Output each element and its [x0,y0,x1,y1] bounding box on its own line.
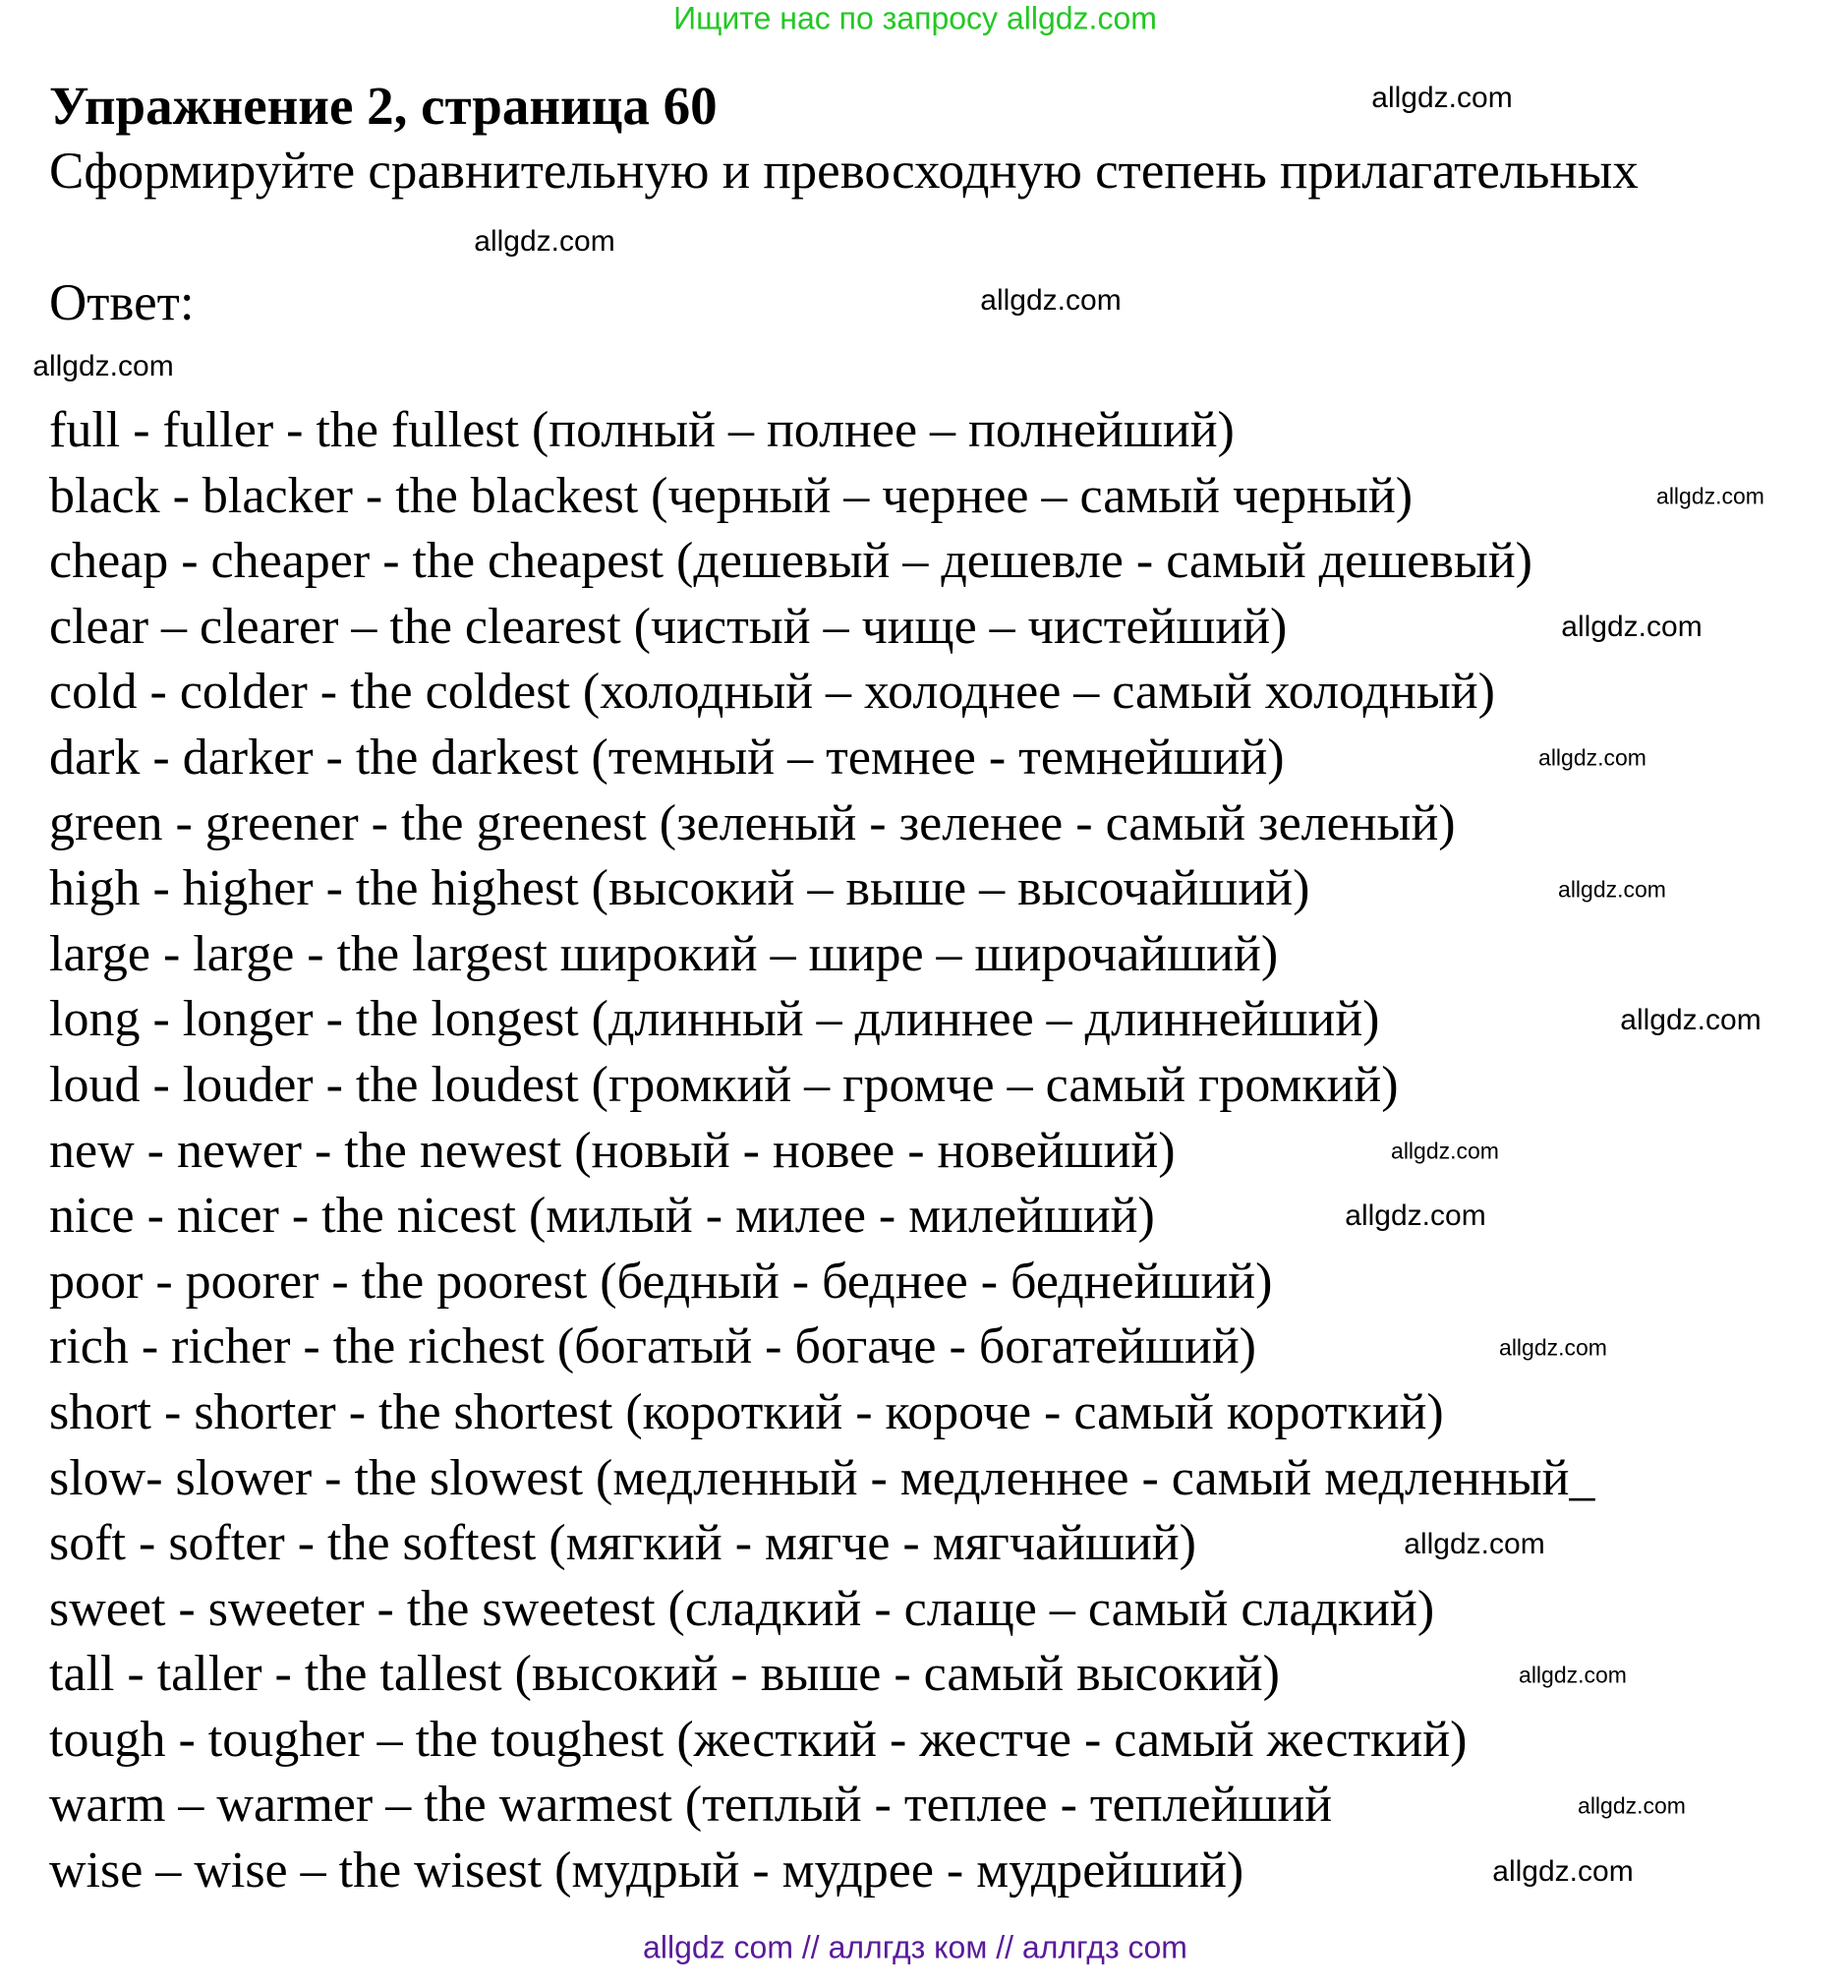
watermark: allgdz.com [1519,1662,1627,1688]
answer-line: cheap - cheaper - the cheapest (дешевый – дешевле - самый дешевый) [49,533,1532,590]
answer-line: clear – clearer – the clearest (чистый – чище – чистейший) [49,598,1288,655]
watermark: allgdz.com [1620,1004,1761,1036]
answer-label: Ответ: [49,274,195,331]
answer-line: soft - softer - the softest (мягкий - мягче - мягчайший) [49,1515,1196,1572]
watermark: allgdz.com [1492,1855,1634,1888]
task-text: Сформируйте сравнительную и превосходную степень прилагательных [49,143,1639,200]
watermark: allgdz.com [1391,1138,1499,1164]
answer-line: poor - poorer - the poorest (бедный - беднее - беднейший) [49,1253,1273,1310]
answer-list [49,398,1594,1904]
watermark: allgdz.com [1404,1528,1545,1560]
answer-line: slow- slower - the slowest (медленный - медленнее - самый медленный_ [49,1449,1595,1506]
watermark: allgdz.com [474,225,615,258]
bottom-banner: allgdz com // аллгдз ком // аллгдз com [643,1929,1187,1965]
answer-line: wise – wise – the wisest (мудрый - мудрее - мудрейший) [49,1842,1244,1900]
answer-line: tall - taller - the tallest (высокий - выше - самый высокий) [49,1646,1280,1703]
answer-line: full - fuller - the fullest (полный – полнее – полнейший) [49,402,1235,458]
watermark: allgdz.com [1578,1792,1686,1819]
answer-line: new - newer - the newest (новый - новее - новейший) [49,1122,1176,1179]
answer-line: green - greener - the greenest (зеленый - зеленее - самый зеленый) [49,794,1456,851]
answer-line: dark - darker - the darkest (темный – темнее - темнейший) [49,729,1285,786]
answer-line: black - blacker - the blackest (черный – чернее – самый черный) [49,467,1414,524]
answer-line: large - large - the largest широкий – шире – широчайший) [49,925,1279,982]
top-banner: Ищите нас по запросу allgdz.com [673,0,1157,36]
watermark: allgdz.com [980,284,1122,317]
answer-line: nice - nicer - the nicest (милый - милее - милейший) [49,1188,1155,1245]
watermark: allgdz.com [1538,744,1646,771]
answer-line: long - longer - the longest (длинный – длиннее – длиннейший) [49,991,1380,1048]
watermark: allgdz.com [1499,1334,1607,1361]
answer-line: tough - tougher – the toughest (жесткий - жестче - самый жесткий) [49,1711,1468,1768]
watermark: allgdz.com [1656,483,1764,509]
answer-line: high - higher - the highest (высокий – выше – высочайший) [49,860,1310,917]
watermark: allgdz.com [1558,876,1666,903]
answer-line: loud - louder - the loudest (громкий – громче – самый громкий) [49,1056,1399,1113]
watermark: allgdz.com [1561,611,1703,643]
answer-line: warm – warmer – the warmest (теплый - теплее - теплейший [49,1777,1333,1834]
answer-line: sweet - sweeter - the sweetest (сладкий - слаще – самый сладкий) [49,1580,1435,1637]
watermark: allgdz.com [1345,1199,1486,1232]
watermark: allgdz.com [1371,82,1513,114]
watermark: allgdz.com [32,350,174,382]
answer-line: cold - colder - the coldest (холодный – холоднее – самый холодный) [49,664,1495,721]
answer-line: rich - richer - the richest (богатый - богаче - богатейший) [49,1318,1256,1375]
answer-line: short - shorter - the shortest (короткий - короче - самый короткий) [49,1383,1444,1440]
exercise-title: Упражнение 2, страница 60 [49,76,718,136]
